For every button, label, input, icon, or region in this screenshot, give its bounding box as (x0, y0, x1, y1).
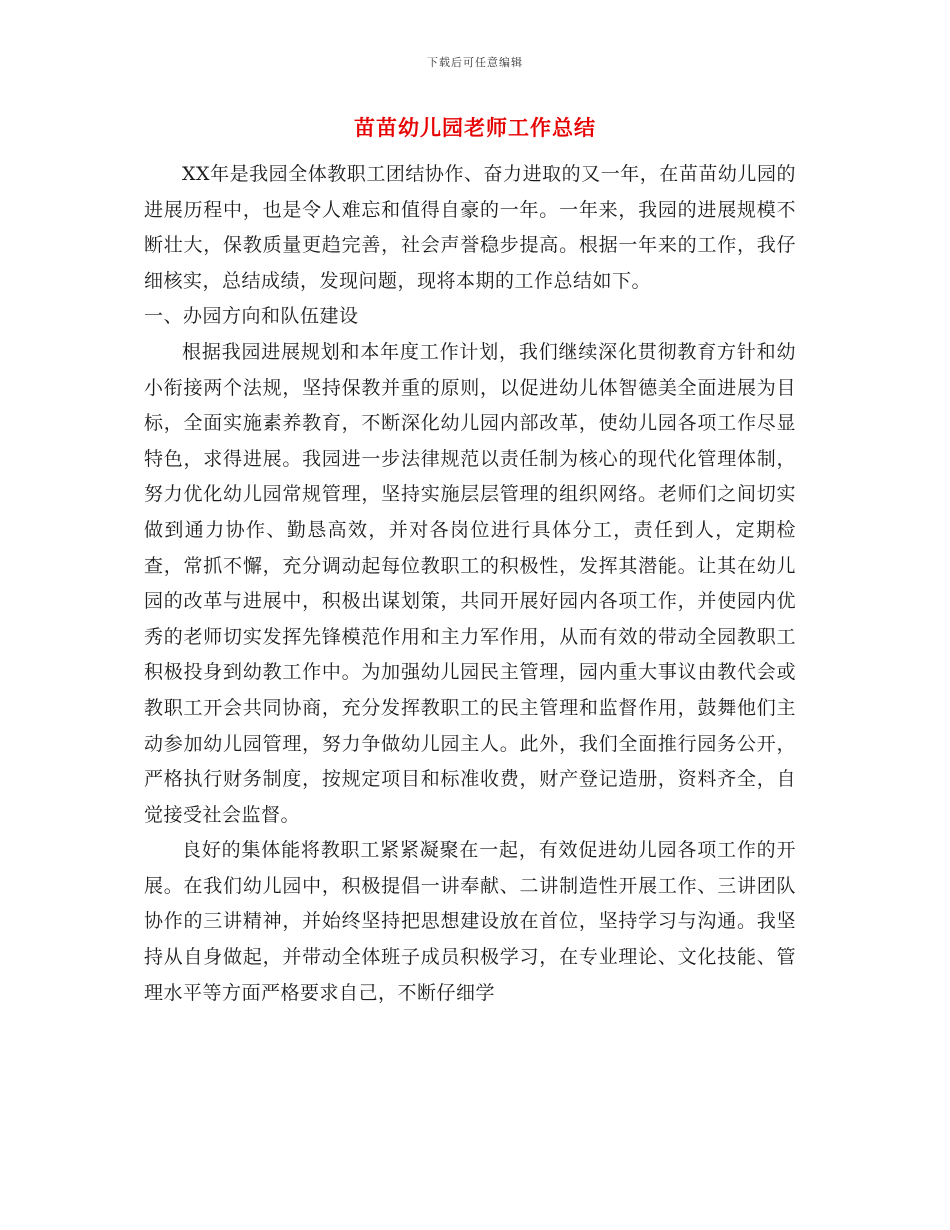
paragraph-team: 良好的集体能将教职工紧紧凝聚在一起，有效促进幼儿园各项工作的开展。在我们幼儿园中，积极提倡一讲奉献、二讲制造性开展工作、三讲团队协作的三讲精神，并始终坚持把思想建设放在首位，坚持学习与沟通。我坚持从自身做起，并带动全体班子成员积极学习，在专业理论、文化技能、管理水平等方面严格要求自己，不断仔细学 (144, 839, 796, 1004)
document-title: 苗苗幼儿园老师工作总结 (354, 115, 596, 140)
paragraph-management: 根据我园进展规划和本年度工作计划，我们继续深化贯彻教育方针和幼小衔接两个法规，坚持保教并重的原则，以促进幼儿体智德美全面进展为目标，全面实施素养教育，不断深化幼儿园内部改革，使幼儿园各项工作尽显特色，求得进展。我园进一步法律规范以责任制为核心的现代化管理体制，努力优化幼儿园常规管理，坚持实施层层管理的组织网络。老师们之间切实做到通力协作、勤恳高效，并对各岗位进行具体分工，责任到人，定期检查，常抓不懈，充分调动起每位教职工的积极性，发挥其潜能。让其在幼儿园的改革与进展中，积极出谋划策，共同开展好园内各项工作，并使园内优秀的老师切实发挥先锋模范作用和主力军作用，从而有效的带动全园教职工积极投身到幼教工作中。为加强幼儿园民主管理，园内重大事议由教代会或教职工开会共同协商，充分发挥教职工的民主管理和监督作用，鼓舞他们主动参加幼儿园管理，努力争做幼儿园主人。此外，我们全面推行园务公开，严格执行财务制度，按规定项目和标准收费，财产登记造册，资料齐全，自觉接受社会监督。 (144, 340, 796, 826)
page-header-note: 下载后可任意编辑 (427, 56, 523, 69)
document-body (144, 157, 796, 1011)
section-heading: 一、办园方向和队伍建设 (144, 305, 359, 328)
paragraph-intro: XX年是我园全体教职工团结协作、奋力进取的又一年，在苗苗幼儿园的进展历程中，也是令人难忘和值得自豪的一年。一年来，我园的进展规模不断壮大，保教质量更趋完善，社会声誉稳步提高。根据一年来的工作，我仔细核实，总结成绩，发现问题，现将本期的工作总结如下。 (144, 163, 796, 292)
